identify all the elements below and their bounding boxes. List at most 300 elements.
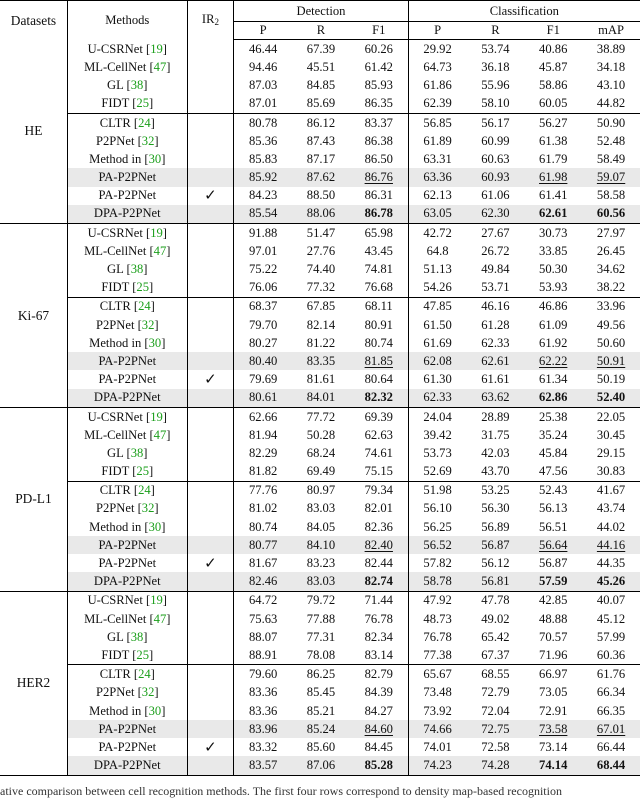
ir-cell bbox=[187, 481, 234, 500]
table-row bbox=[0, 58, 640, 76]
value-cell bbox=[524, 738, 582, 756]
value-cell bbox=[292, 665, 350, 684]
value-cell bbox=[292, 316, 350, 334]
metric-value: 81.22 bbox=[306, 335, 336, 350]
table-row bbox=[0, 444, 640, 462]
value-cell bbox=[467, 426, 525, 444]
checkmark-icon: ✓ bbox=[204, 737, 217, 756]
metric-value: 79.72 bbox=[306, 593, 336, 608]
citation-link[interactable]: 32 bbox=[141, 501, 155, 516]
value-cell bbox=[292, 297, 350, 316]
value-cell bbox=[350, 481, 408, 500]
metric-value: 48.73 bbox=[423, 611, 452, 626]
value-cell bbox=[408, 297, 466, 316]
citation-link[interactable]: 47 bbox=[153, 59, 167, 74]
value-cell bbox=[467, 205, 525, 224]
metric-value: 41.67 bbox=[596, 483, 626, 498]
method-cell: FIDT [25] bbox=[67, 462, 187, 481]
value-cell bbox=[292, 610, 350, 628]
metric-value: 31.75 bbox=[481, 427, 510, 442]
value-cell bbox=[350, 205, 408, 224]
value-cell bbox=[234, 352, 292, 370]
method-cell: CLTR [24] bbox=[67, 481, 187, 500]
citation-link[interactable]: 24 bbox=[138, 483, 151, 498]
citation-link[interactable]: 38 bbox=[130, 262, 144, 277]
metric-value: 47.85 bbox=[423, 299, 452, 314]
metric-value: 56.25 bbox=[423, 519, 452, 534]
metric-value: 57.59 bbox=[539, 574, 568, 589]
metric-value: 73.48 bbox=[423, 685, 452, 700]
value-cell bbox=[408, 554, 466, 572]
table-row bbox=[0, 297, 640, 316]
value-cell bbox=[350, 426, 408, 444]
citation-link[interactable]: 25 bbox=[136, 280, 150, 295]
metric-value: 88.50 bbox=[306, 188, 336, 203]
value-cell bbox=[582, 242, 640, 260]
citation-link[interactable]: 38 bbox=[130, 445, 144, 460]
table-row bbox=[0, 518, 640, 536]
metric-value: 53.93 bbox=[539, 280, 568, 295]
table-row bbox=[0, 113, 640, 132]
method-cell: P2PNet [32] bbox=[67, 500, 187, 518]
table-row bbox=[0, 352, 640, 370]
value-cell bbox=[467, 113, 525, 132]
ir-cell bbox=[187, 297, 234, 316]
method-cell: Method in [30] bbox=[67, 150, 187, 168]
metric-value: 83.03 bbox=[306, 574, 336, 589]
metric-value: 74.66 bbox=[423, 721, 452, 736]
metric-value: 45.12 bbox=[596, 611, 626, 626]
ir-cell bbox=[187, 684, 234, 702]
table-row bbox=[0, 370, 640, 388]
value-cell bbox=[582, 316, 640, 334]
citation-link[interactable]: 30 bbox=[148, 335, 162, 350]
metric-value: 51.98 bbox=[423, 483, 452, 498]
metric-value: 60.56 bbox=[596, 206, 626, 221]
citation-link[interactable]: 47 bbox=[153, 611, 167, 626]
method-name: CLTR bbox=[99, 667, 131, 682]
metric-value: 58.10 bbox=[481, 96, 510, 111]
method-cell: U-CSRNet [19] bbox=[67, 591, 187, 610]
value-cell bbox=[582, 500, 640, 518]
header-ir-text: IR bbox=[201, 12, 215, 27]
metric-value: 84.10 bbox=[306, 537, 336, 552]
header-col-cls-r: R bbox=[467, 22, 525, 40]
value-cell bbox=[524, 58, 582, 76]
method-cell bbox=[67, 720, 187, 738]
method-name: DPA-P2PNet bbox=[93, 574, 161, 589]
metric-value: 85.69 bbox=[306, 96, 336, 111]
metric-value: 73.05 bbox=[539, 685, 568, 700]
metric-value: 75.22 bbox=[248, 262, 278, 277]
metric-value: 62.22 bbox=[539, 353, 568, 368]
value-cell bbox=[292, 702, 350, 720]
metric-value: 83.36 bbox=[248, 685, 278, 700]
value-cell bbox=[292, 536, 350, 554]
metric-value: 61.50 bbox=[423, 317, 452, 332]
ir-cell bbox=[187, 205, 234, 224]
metric-value: 84.39 bbox=[364, 685, 393, 700]
value-cell bbox=[408, 684, 466, 702]
value-cell bbox=[524, 591, 582, 610]
method-name: Method in bbox=[89, 335, 142, 350]
value-cell bbox=[524, 76, 582, 94]
metric-value: 56.64 bbox=[539, 537, 568, 552]
citation-link[interactable]: 38 bbox=[130, 629, 144, 644]
table-row bbox=[0, 738, 640, 756]
value-cell bbox=[467, 628, 525, 646]
metric-value: 45.84 bbox=[539, 445, 568, 460]
value-cell bbox=[467, 223, 525, 242]
citation-link[interactable]: 47 bbox=[153, 243, 167, 258]
value-cell bbox=[467, 536, 525, 554]
checkmark-icon: ✓ bbox=[204, 369, 217, 388]
metric-value: 56.27 bbox=[539, 115, 568, 130]
metric-value: 51.13 bbox=[423, 262, 452, 277]
metric-value: 29.15 bbox=[596, 445, 626, 460]
value-cell bbox=[524, 462, 582, 481]
method-name: PA-P2PNet bbox=[98, 353, 157, 368]
value-cell bbox=[408, 168, 466, 186]
metric-value: 77.76 bbox=[248, 483, 278, 498]
metric-value: 49.56 bbox=[596, 317, 626, 332]
method-cell: GL [38] bbox=[67, 444, 187, 462]
ir-cell bbox=[187, 756, 234, 775]
metric-value: 45.51 bbox=[306, 59, 336, 74]
method-name: GL bbox=[107, 629, 124, 644]
metric-value: 46.16 bbox=[481, 299, 510, 314]
value-cell bbox=[350, 628, 408, 646]
metric-value: 33.85 bbox=[539, 243, 568, 258]
metric-value: 72.75 bbox=[481, 721, 510, 736]
metric-value: 61.38 bbox=[539, 133, 568, 148]
metric-value: 46.44 bbox=[248, 41, 278, 56]
ir-cell bbox=[187, 352, 234, 370]
ir-cell bbox=[187, 536, 234, 554]
method-name: GL bbox=[107, 445, 124, 460]
method-name: GL bbox=[107, 262, 124, 277]
value-cell bbox=[524, 610, 582, 628]
metric-value: 77.31 bbox=[306, 629, 336, 644]
value-cell bbox=[582, 95, 640, 114]
value-cell bbox=[234, 426, 292, 444]
method-cell bbox=[67, 572, 187, 591]
metric-value: 50.30 bbox=[539, 262, 568, 277]
metric-value: 61.30 bbox=[423, 372, 452, 387]
value-cell bbox=[467, 40, 525, 59]
value-cell bbox=[408, 426, 466, 444]
value-cell bbox=[524, 205, 582, 224]
value-cell bbox=[467, 462, 525, 481]
value-cell bbox=[350, 554, 408, 572]
value-cell bbox=[292, 646, 350, 665]
method-name: FIDT bbox=[101, 464, 130, 479]
value-cell bbox=[292, 500, 350, 518]
value-cell bbox=[234, 536, 292, 554]
metric-value: 78.08 bbox=[306, 647, 336, 662]
metric-value: 74.23 bbox=[423, 758, 452, 773]
value-cell bbox=[467, 684, 525, 702]
value-cell bbox=[408, 572, 466, 591]
value-cell bbox=[350, 462, 408, 481]
metric-value: 82.36 bbox=[364, 519, 393, 534]
metric-value: 62.86 bbox=[539, 390, 568, 405]
method-cell: Method in [30] bbox=[67, 334, 187, 352]
metric-value: 56.17 bbox=[481, 115, 510, 130]
metric-value: 84.45 bbox=[364, 739, 393, 754]
value-cell bbox=[408, 702, 466, 720]
value-cell bbox=[582, 407, 640, 426]
metric-value: 72.04 bbox=[481, 703, 510, 718]
value-cell bbox=[292, 389, 350, 408]
metric-value: 74.01 bbox=[423, 739, 452, 754]
value-cell bbox=[582, 278, 640, 297]
method-name: DPA-P2PNet bbox=[93, 758, 161, 773]
value-cell bbox=[524, 297, 582, 316]
metric-value: 22.05 bbox=[596, 409, 626, 424]
value-cell bbox=[467, 260, 525, 278]
citation-link[interactable]: 32 bbox=[141, 317, 155, 332]
citation-link[interactable]: 25 bbox=[136, 464, 150, 479]
citation-link[interactable]: 19 bbox=[150, 409, 163, 424]
citation-link[interactable]: 25 bbox=[136, 647, 150, 662]
citation-link[interactable]: 19 bbox=[150, 41, 163, 56]
citation-link[interactable]: 38 bbox=[130, 78, 144, 93]
metric-value: 81.94 bbox=[248, 427, 278, 442]
metric-value: 61.79 bbox=[539, 151, 568, 166]
value-cell bbox=[408, 223, 466, 242]
ir-cell bbox=[187, 702, 234, 720]
value-cell bbox=[234, 58, 292, 76]
value-cell bbox=[292, 205, 350, 224]
header-col-det-r: R bbox=[292, 22, 350, 40]
metric-value: 62.39 bbox=[423, 96, 452, 111]
table-row bbox=[0, 205, 640, 224]
method-name: PA-P2PNet bbox=[98, 556, 157, 571]
header-methods: Methods bbox=[67, 1, 187, 40]
metric-value: 76.78 bbox=[364, 611, 393, 626]
citation-link[interactable]: 32 bbox=[141, 133, 155, 148]
value-cell bbox=[292, 426, 350, 444]
metric-value: 85.83 bbox=[248, 151, 278, 166]
ir-cell bbox=[187, 407, 234, 426]
metric-value: 60.99 bbox=[481, 133, 510, 148]
method-name: U-CSRNet bbox=[87, 593, 143, 608]
ir-cell bbox=[187, 187, 234, 205]
method-name: FIDT bbox=[101, 96, 130, 111]
citation-link[interactable]: 24 bbox=[138, 299, 151, 314]
method-name: Method in bbox=[89, 151, 142, 166]
citation-link[interactable]: 24 bbox=[138, 115, 151, 130]
value-cell bbox=[234, 684, 292, 702]
header-row-top bbox=[0, 1, 640, 22]
ir-cell bbox=[187, 223, 234, 242]
value-cell bbox=[234, 150, 292, 168]
method-name: CLTR bbox=[99, 115, 131, 130]
citation-link[interactable]: 30 bbox=[148, 151, 162, 166]
metric-value: 87.06 bbox=[306, 758, 336, 773]
value-cell bbox=[234, 40, 292, 59]
metric-value: 61.69 bbox=[423, 335, 452, 350]
value-cell bbox=[292, 462, 350, 481]
value-cell bbox=[408, 278, 466, 297]
value-cell bbox=[524, 554, 582, 572]
table-row bbox=[0, 40, 640, 59]
metric-value: 83.35 bbox=[306, 353, 336, 368]
value-cell bbox=[582, 132, 640, 150]
metric-value: 69.49 bbox=[306, 464, 336, 479]
metric-value: 68.11 bbox=[364, 299, 393, 314]
value-cell bbox=[582, 518, 640, 536]
metric-value: 86.78 bbox=[364, 206, 393, 221]
value-cell bbox=[292, 738, 350, 756]
metric-value: 57.82 bbox=[423, 556, 452, 571]
method-cell: ML-CellNet [47] bbox=[67, 242, 187, 260]
metric-value: 38.89 bbox=[596, 41, 626, 56]
metric-value: 80.40 bbox=[248, 353, 278, 368]
citation-link[interactable]: 32 bbox=[141, 685, 155, 700]
value-cell bbox=[582, 646, 640, 665]
metric-value: 84.01 bbox=[306, 390, 336, 405]
citation-link[interactable]: 24 bbox=[138, 667, 151, 682]
metric-value: 62.63 bbox=[364, 427, 393, 442]
value-cell bbox=[467, 518, 525, 536]
value-cell bbox=[582, 260, 640, 278]
metric-value: 82.01 bbox=[364, 501, 393, 516]
method-cell bbox=[67, 536, 187, 554]
metric-value: 61.34 bbox=[539, 372, 568, 387]
method-name: FIDT bbox=[101, 280, 130, 295]
metric-value: 71.96 bbox=[539, 647, 568, 662]
value-cell bbox=[408, 132, 466, 150]
value-cell bbox=[467, 58, 525, 76]
citation-link[interactable]: 30 bbox=[148, 519, 162, 534]
metric-value: 82.32 bbox=[364, 390, 393, 405]
value-cell bbox=[234, 297, 292, 316]
citation-link[interactable]: 47 bbox=[153, 427, 167, 442]
citation-link[interactable]: 30 bbox=[148, 703, 162, 718]
value-cell bbox=[234, 738, 292, 756]
metric-value: 60.36 bbox=[596, 647, 626, 662]
ir-cell bbox=[187, 518, 234, 536]
value-cell bbox=[350, 316, 408, 334]
value-cell bbox=[408, 756, 466, 775]
value-cell bbox=[408, 242, 466, 260]
metric-value: 60.93 bbox=[481, 170, 510, 185]
metric-value: 68.44 bbox=[596, 758, 626, 773]
value-cell bbox=[582, 628, 640, 646]
metric-value: 84.05 bbox=[306, 519, 336, 534]
value-cell bbox=[467, 370, 525, 388]
value-cell bbox=[524, 702, 582, 720]
metric-value: 83.32 bbox=[248, 739, 278, 754]
metric-value: 84.85 bbox=[306, 78, 336, 93]
value-cell bbox=[467, 187, 525, 205]
dataset-name: Ki-67 bbox=[0, 223, 67, 407]
metric-value: 52.48 bbox=[596, 133, 626, 148]
value-cell bbox=[408, 665, 466, 684]
value-cell bbox=[408, 610, 466, 628]
metric-value: 57.99 bbox=[596, 629, 626, 644]
method-name: P2PNet bbox=[95, 133, 135, 148]
checkmark-icon: ✓ bbox=[204, 186, 217, 205]
metric-value: 82.46 bbox=[248, 574, 278, 589]
dataset-name: PD-L1 bbox=[0, 407, 67, 591]
metric-value: 77.38 bbox=[423, 647, 452, 662]
method-cell: U-CSRNet [19] bbox=[67, 223, 187, 242]
metric-value: 27.67 bbox=[481, 225, 510, 240]
value-cell bbox=[350, 500, 408, 518]
metric-value: 42.85 bbox=[539, 593, 568, 608]
method-cell bbox=[67, 738, 187, 756]
ir-cell bbox=[187, 444, 234, 462]
metric-value: 63.05 bbox=[423, 206, 452, 221]
ir-cell bbox=[187, 58, 234, 76]
value-cell bbox=[524, 684, 582, 702]
value-cell bbox=[234, 76, 292, 94]
ir-cell bbox=[187, 40, 234, 59]
value-cell bbox=[582, 665, 640, 684]
value-cell bbox=[524, 95, 582, 114]
metric-value: 87.03 bbox=[248, 78, 278, 93]
metric-value: 88.06 bbox=[306, 206, 336, 221]
ir-cell bbox=[187, 610, 234, 628]
citation-link[interactable]: 19 bbox=[150, 593, 163, 608]
metric-value: 61.76 bbox=[596, 667, 626, 682]
value-cell bbox=[524, 720, 582, 738]
metric-value: 79.60 bbox=[248, 667, 278, 682]
metric-value: 56.87 bbox=[539, 556, 568, 571]
value-cell bbox=[582, 352, 640, 370]
metric-value: 42.03 bbox=[481, 445, 510, 460]
value-cell bbox=[234, 444, 292, 462]
value-cell bbox=[350, 738, 408, 756]
value-cell bbox=[524, 260, 582, 278]
value-cell bbox=[350, 58, 408, 76]
metric-value: 62.13 bbox=[423, 188, 452, 203]
metric-value: 67.37 bbox=[481, 647, 510, 662]
metric-value: 82.44 bbox=[364, 556, 393, 571]
value-cell bbox=[350, 40, 408, 59]
metric-value: 50.90 bbox=[596, 115, 626, 130]
method-name: P2PNet bbox=[95, 685, 135, 700]
table-row bbox=[0, 389, 640, 408]
metric-value: 64.8 bbox=[426, 243, 449, 258]
metric-value: 58.78 bbox=[423, 574, 452, 589]
metric-value: 65.67 bbox=[423, 667, 452, 682]
citation-link[interactable]: 19 bbox=[150, 225, 163, 240]
table-row bbox=[0, 462, 640, 481]
citation-link[interactable]: 25 bbox=[136, 96, 150, 111]
table-row bbox=[0, 628, 640, 646]
method-cell bbox=[67, 352, 187, 370]
value-cell bbox=[408, 370, 466, 388]
header-detection: Detection bbox=[234, 1, 408, 22]
method-cell: CLTR [24] bbox=[67, 113, 187, 132]
metric-value: 86.38 bbox=[364, 133, 393, 148]
metric-value: 60.63 bbox=[481, 151, 510, 166]
metric-value: 72.79 bbox=[481, 685, 510, 700]
value-cell bbox=[408, 150, 466, 168]
value-cell bbox=[582, 76, 640, 94]
metric-value: 64.73 bbox=[423, 59, 452, 74]
value-cell bbox=[234, 370, 292, 388]
metric-value: 85.45 bbox=[306, 685, 336, 700]
ir-cell bbox=[187, 646, 234, 665]
metric-value: 73.14 bbox=[539, 739, 568, 754]
metric-value: 56.89 bbox=[481, 519, 510, 534]
metric-value: 62.33 bbox=[423, 390, 452, 405]
